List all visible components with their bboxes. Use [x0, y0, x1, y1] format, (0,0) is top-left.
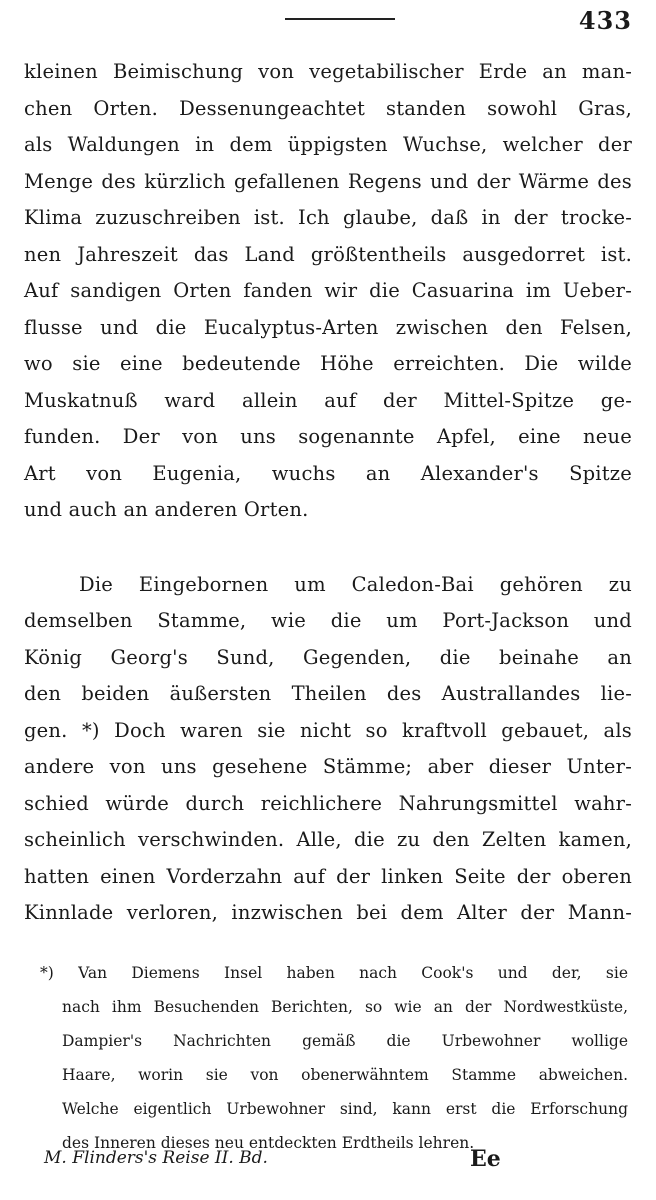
text-line: Menge des kürzlich gefallenen Regens und der Wärme des [24, 169, 632, 193]
text-line: kleinen Beimischung von vegetabilischer Erde an man- [24, 60, 632, 83]
text-line: König Georg's Sund, Gegenden, die beinahe an [24, 645, 632, 669]
text-line: funden. Der von uns sogenannte Apfel, eine neue [24, 425, 632, 448]
text-line: Die Eingebornen um Caledon-Bai gehören zu [79, 572, 632, 596]
text-line: nen Jahreszeit das Land größtentheils ausgedorret ist. [24, 242, 632, 266]
text-line: Kinnlade verloren, inzwischen bei dem Alter der Mann- [24, 901, 632, 924]
paragraph-2 [24, 567, 632, 932]
text-line: demselben Stamme, wie die um Port-Jackson und [24, 609, 632, 632]
text-line: chen Orten. Dessenungeachtet standen sowohl Gras, [24, 96, 632, 120]
header-rule [285, 18, 395, 20]
text-line: Klima zuzuschreiben ist. Ich glaube, daß in der trocke- [24, 206, 632, 229]
paragraph-1 [24, 54, 632, 529]
text-line: Auf sandigen Orten fanden wir die Casuarina im Ueber- [24, 279, 632, 302]
text-line: andere von uns gesehene Stämme; aber dieser Unter- [24, 755, 632, 778]
text-line: wo sie eine bedeutende Höhe erreichten. Die wilde [24, 352, 632, 375]
footnote-line: des Inneren dieses neu entdeckten Erdtheils lehren. [62, 1134, 475, 1152]
text-line: flusse und die Eucalyptus-Arten zwischen den Felsen, [24, 315, 632, 339]
footnote-line: Haare, worin sie von obenerwähntem Stamme abweichen. [62, 1066, 628, 1084]
footnote-line: nach ihm Besuchenden Berichten, so wie an der Nordwestküste, [62, 998, 628, 1016]
text-line: scheinlich verschwinden. Alle, die zu den Zelten kamen, [24, 828, 632, 851]
page-number: 433 [578, 6, 632, 35]
footnote-line: Welche eigentlich Urbewohner sind, kann erst die Erforschung [62, 1100, 628, 1118]
footnote [40, 956, 628, 1160]
text-line: schied würde durch reichlichere Nahrungsmittel wahr- [24, 791, 632, 815]
footnote-line: Dampier's Nachrichten gemäß die Urbewohner wollige [62, 1032, 628, 1050]
text-line: und auch an anderen Orten. [24, 498, 309, 521]
printer-signature: M. Flinders's Reise II. Bd. [44, 1148, 268, 1168]
signature-mark: Ee [470, 1146, 501, 1172]
text-line: als Waldungen in dem üppigsten Wuchse, welcher der [24, 133, 632, 156]
text-line: den beiden äußersten Theilen des Australlandes lie- [24, 682, 632, 705]
text-line: Muskatnuß ward allein auf der Mittel-Spitze ge- [24, 388, 632, 412]
main-text [24, 54, 632, 932]
text-line: hatten einen Vorderzahn auf der linken Seite der oberen [24, 864, 632, 888]
paragraph-gap [24, 529, 632, 567]
text-line: Art von Eugenia, wuchs an Alexander's Spitze [24, 461, 632, 485]
text-line: gen. *) Doch waren sie nicht so kraftvoll gebauet, als [24, 718, 632, 742]
footnote-line: *) Van Diemens Insel haben nach Cook's und der, sie [40, 964, 628, 982]
